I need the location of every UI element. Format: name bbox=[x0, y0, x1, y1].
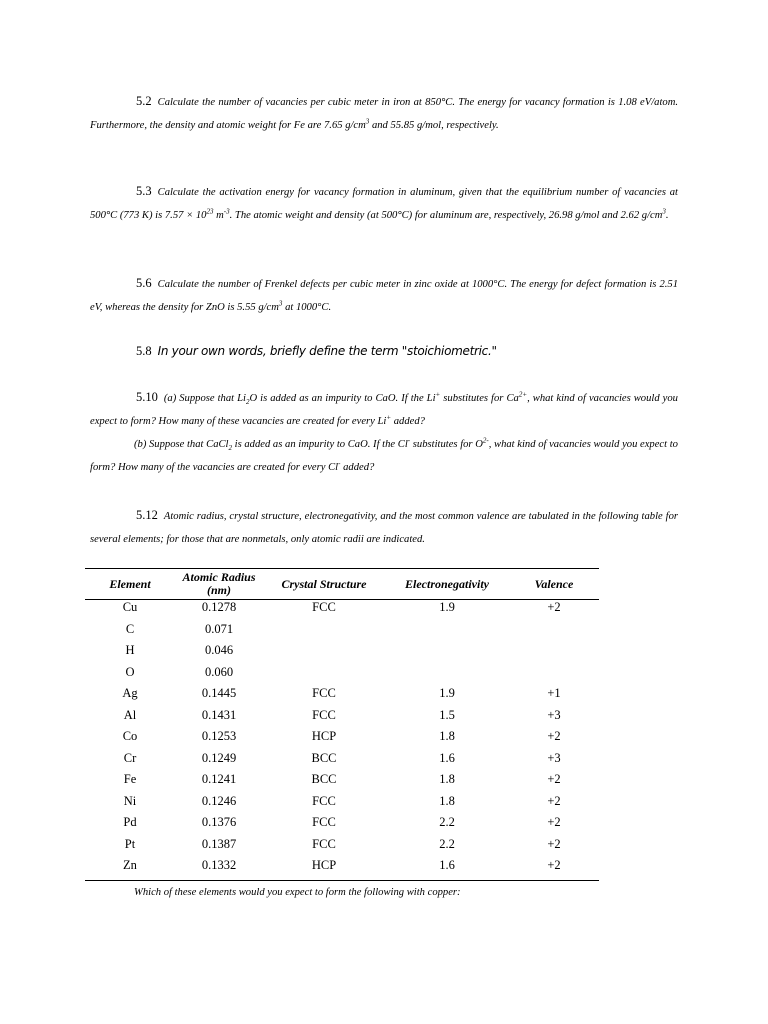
table-cell: 0.1249 bbox=[201, 750, 237, 765]
problem-number: 5.3 bbox=[136, 184, 152, 198]
closing-question: Which of these elements would you expect to form the following with copper: bbox=[134, 887, 461, 898]
table-cell: FCC bbox=[312, 707, 336, 722]
table-cell: +3 bbox=[547, 750, 561, 765]
table-row bbox=[85, 643, 599, 665]
table-cell: 0.046 bbox=[204, 643, 234, 657]
table-cell: 2.2 bbox=[439, 836, 455, 851]
table-cell: +2 bbox=[547, 815, 561, 829]
table-cell: 0.1431 bbox=[201, 707, 237, 722]
table-row bbox=[85, 815, 599, 837]
table-cell bbox=[385, 643, 509, 665]
table-cell: Ag bbox=[122, 686, 138, 700]
table-cell: +2 bbox=[547, 836, 561, 851]
table-cell bbox=[509, 665, 599, 687]
problem-number: 5.2 bbox=[136, 94, 152, 108]
table-cell: FCC bbox=[312, 793, 336, 808]
table-cell: 0.1376 bbox=[201, 815, 237, 829]
table-row bbox=[85, 600, 599, 622]
problem-5-8: 5.8 In your own words, briefly define the term "stoichiometric." bbox=[136, 344, 497, 358]
table-cell: Zn bbox=[85, 858, 175, 881]
table-cell: FCC bbox=[312, 686, 336, 700]
table-cell: 1.5 bbox=[439, 707, 455, 722]
header-element: Element bbox=[85, 569, 175, 600]
header-atomic-radius: Atomic Radius (nm) bbox=[175, 569, 263, 600]
table-cell: 0.1253 bbox=[201, 729, 237, 743]
table-cell: FCC bbox=[312, 836, 336, 851]
table-row bbox=[85, 794, 599, 816]
table-cell: +2 bbox=[547, 793, 561, 808]
table-cell: 1.6 bbox=[439, 750, 455, 765]
problem-number: 5.10 bbox=[136, 390, 158, 404]
table-cell: Cr bbox=[123, 750, 137, 765]
table-cell: 1.8 bbox=[439, 729, 455, 743]
table-cell bbox=[263, 622, 385, 644]
problem-5-2: 5.2 Calculate the number of vacancies per cubic meter in iron at 850°C. The energy for vacancy formation is 1.08 eV/atom. Furthermore, the density and atomic weight for Fe are 7.65 $g/cm^3$ and 55.85 g/mol, respectively. bbox=[90, 94, 678, 131]
table-cell: +1 bbox=[547, 686, 561, 700]
table-cell: Pt bbox=[124, 836, 136, 851]
element-properties-table bbox=[85, 568, 599, 881]
table-cell: 0.1241 bbox=[201, 772, 237, 786]
table-cell: 1.8 bbox=[439, 772, 455, 786]
table-cell: 1.9 bbox=[439, 686, 455, 700]
table-cell: HCP bbox=[263, 858, 385, 881]
table-row bbox=[85, 751, 599, 773]
table-cell: BCC bbox=[311, 772, 337, 786]
table-cell: Pd bbox=[123, 815, 137, 829]
problem-number: 5.12 bbox=[136, 508, 158, 522]
table-cell: 0.1246 bbox=[201, 793, 237, 808]
table-row bbox=[85, 837, 599, 859]
table-cell: FCC bbox=[312, 815, 336, 829]
table-cell: C bbox=[125, 621, 135, 636]
table-cell: 0.1332 bbox=[175, 858, 263, 881]
table-cell: +2 bbox=[509, 858, 599, 881]
problem-5-6: 5.6 Calculate the number of Frenkel defects per cubic meter in zinc oxide at 1000°C. The energy for defect formation is 2.51 eV, whereas the density for ZnO is 5.55 $g/cm^3$ at 1000°C. bbox=[90, 276, 678, 313]
table-cell: 1.8 bbox=[439, 793, 455, 808]
table-cell: 2.2 bbox=[439, 815, 455, 829]
table-cell: FCC bbox=[312, 600, 336, 614]
table-row bbox=[85, 772, 599, 794]
header-valence: Valence bbox=[509, 569, 599, 600]
table-cell: 0.071 bbox=[204, 621, 234, 636]
table-cell bbox=[509, 643, 599, 665]
table-cell: HCP bbox=[311, 729, 337, 743]
table-cell: +2 bbox=[547, 772, 561, 786]
table-header-row bbox=[85, 569, 599, 600]
problem-5-12: 5.12 Atomic radius, crystal structure, electronegativity, and the most common valence are tabulated in the following table for several elements; for those that are nonmetals, only atomic radii are indicated. bbox=[90, 508, 678, 545]
table-cell bbox=[263, 643, 385, 665]
problem-5-3: 5.3 Calculate the activation energy for vacancy formation in aluminum, given that the equilibrium number of vacancies at 500°C (773 K) is $7.57 \times 10^{23}$ $m^{-3}$. The atomic weight and density (at 500°C) for aluminum are, respectively, 26.98 g/mol and 2.62 $g/cm^3$. bbox=[90, 184, 678, 221]
table-row bbox=[85, 665, 599, 687]
table-row bbox=[85, 858, 599, 881]
table-row bbox=[85, 686, 599, 708]
table-cell: Cu bbox=[122, 600, 138, 614]
table-row bbox=[85, 729, 599, 751]
table-cell bbox=[385, 665, 509, 687]
table-row bbox=[85, 708, 599, 730]
problem-5-10: 5.10 (a) Suppose that $Li_2O$ is added as an impurity to CaO. If the Li+ substitutes for $Ca^{2+}$, what kind of vacancies would you expect to form? How many of these vacancies are created for every Li+ added? (b) Suppose that CaCl$_2$ is added as an impurity to CaO. If the Cl- substitutes for $O^{2-}$, what kind of vacancies would you expect to form? How many of the vacancies are created for every Cl- added? bbox=[90, 390, 678, 473]
header-crystal-structure: Crystal Structure bbox=[263, 569, 385, 600]
table-cell: Fe bbox=[123, 772, 137, 786]
problem-number: 5.6 bbox=[136, 276, 152, 290]
table-cell: 0.1278 bbox=[201, 600, 237, 614]
table-cell: O bbox=[125, 664, 135, 679]
table-cell: Co bbox=[122, 729, 138, 743]
table-cell bbox=[385, 622, 509, 644]
table-row bbox=[85, 622, 599, 644]
header-electronegativity: Electronegativity bbox=[385, 569, 509, 600]
table-cell: 0.060 bbox=[204, 664, 234, 679]
table-cell: 1.6 bbox=[385, 858, 509, 881]
table-cell bbox=[509, 622, 599, 644]
table-cell: Al bbox=[123, 707, 137, 722]
table-cell bbox=[263, 665, 385, 687]
table-cell: Ni bbox=[123, 793, 137, 808]
table-cell: +3 bbox=[547, 707, 561, 722]
problem-number: 5.8 bbox=[136, 344, 152, 358]
table-cell: H bbox=[125, 643, 135, 657]
table-cell: 0.1445 bbox=[201, 686, 237, 700]
table-cell: 0.1387 bbox=[201, 836, 237, 851]
table-cell: 1.9 bbox=[439, 600, 455, 614]
table-cell: BCC bbox=[311, 750, 337, 765]
table-cell: +2 bbox=[547, 729, 561, 743]
table-cell: +2 bbox=[547, 600, 561, 614]
